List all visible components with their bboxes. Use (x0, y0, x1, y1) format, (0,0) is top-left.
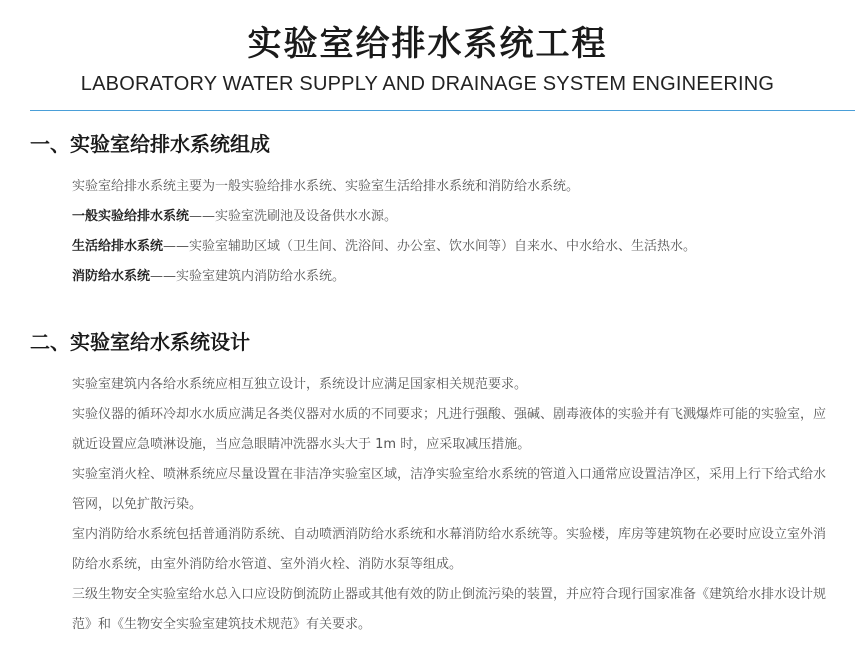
paragraph: 三级生物安全实验室给水总入口应设防倒流防止器或其他有效的防止倒流污染的装置，并应符合现行国家准备《建筑给水排水设计规范》和《生物安全实验室建筑技术规范》有关要求。 (72, 587, 827, 632)
paragraph: 实验仪器的循环冷却水水质应满足各类仪器对水质的不同要求；凡进行强酸、强碱、剧毒液体的实验并有飞溅爆炸可能的实验室，应就近设置应急喷淋设施，当应急眼睛冲洗器水头大于 1m 时，应采取减压措施。 (72, 407, 827, 452)
section-1-content (72, 172, 827, 292)
paragraph: 实验室消火栓、喷淋系统应尽量设置在非洁净实验室区域，洁净实验室给水系统的管道入口通常应设置洁净区，采用上行下给式给水管网，以免扩散污染。 (72, 467, 827, 512)
section-1-intro: 实验室给排水系统主要为一般实验给排水系统、实验室生活给排水系统和消防给水系统。 (72, 179, 580, 194)
item-desc: ——实验室洗刷池及设备供水水源。 (189, 209, 398, 224)
list-item (72, 232, 827, 262)
section-1-heading: 一、实验室给排水系统组成 (30, 132, 270, 156)
item-term: 生活给排水系统 (72, 239, 164, 254)
item-term: 消防给水系统 (72, 269, 151, 284)
page-title: 实验室给排水系统工程 (247, 24, 608, 64)
item-desc: ——实验室辅助区域（卫生间、洗浴间、办公室、饮水间等）自来水、中水给水、生活热水。 (163, 239, 697, 254)
section-2-content (72, 370, 827, 640)
section-2-heading: 二、实验室给水系统设计 (30, 330, 250, 354)
page-subtitle: LABORATORY WATER SUPPLY AND DRAINAGE SYSTEM ENGINEERING (80, 73, 775, 95)
item-desc: ——实验室建筑内消防给水系统。 (150, 269, 346, 284)
paragraph: 室内消防给水系统包括普通消防系统、自动喷洒消防给水系统和水幕消防给水系统等。实验楼，库房等建筑物在必要时应设立室外消防给水系统，由室外消防给水管道、室外消火栓、消防水泵等组成。 (72, 527, 827, 572)
list-item (72, 262, 827, 292)
list-item (72, 202, 827, 232)
item-term: 一般实验给排水系统 (72, 209, 190, 224)
paragraph: 实验室建筑内各给水系统应相互独立设计，系统设计应满足国家相关规范要求。 (72, 377, 528, 392)
title-divider (30, 110, 855, 111)
